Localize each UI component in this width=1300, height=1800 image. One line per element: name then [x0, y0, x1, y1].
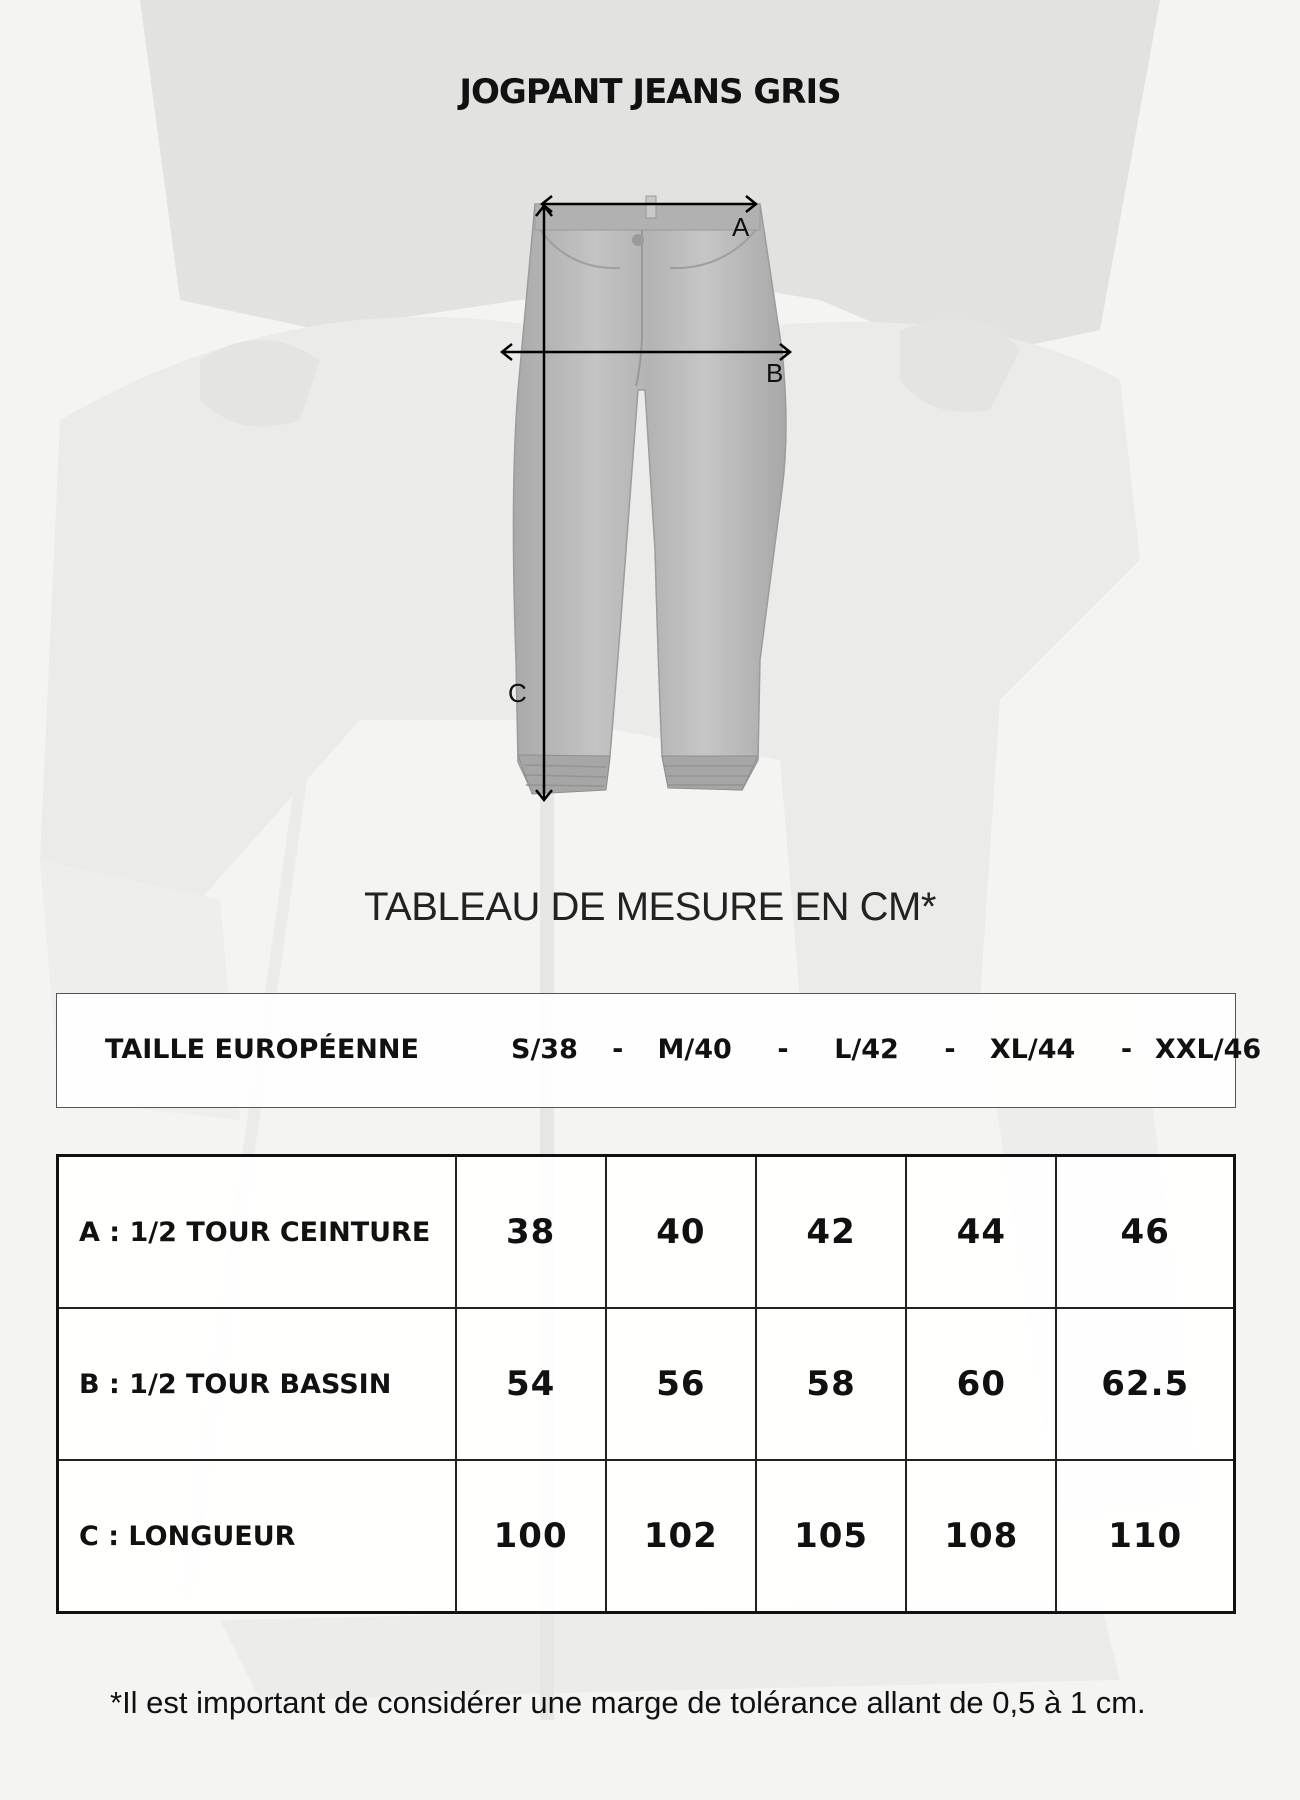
row-label: C : LONGUEUR: [58, 1460, 456, 1613]
european-sizes-box: [56, 993, 1262, 1108]
measurement-table: [56, 1154, 1236, 1614]
table-cell: 42: [756, 1156, 906, 1309]
table-row: [58, 1156, 1235, 1309]
tolerance-footnote: *Il est important de considérer une marge de tolérance allant de 0,5 à 1 cm.: [110, 1685, 1146, 1720]
table-cell: 40: [606, 1156, 756, 1309]
table-cell: 105: [756, 1460, 906, 1613]
table-cell: 60: [906, 1308, 1056, 1460]
table-cell: 54: [456, 1308, 606, 1460]
table-cell: 110: [1056, 1460, 1234, 1613]
row-label: B : 1/2 TOUR BASSIN: [58, 1308, 456, 1460]
table-cell: 108: [906, 1460, 1056, 1613]
measure-table-heading: TABLEAU DE MESURE EN CM*: [364, 885, 936, 929]
table-row: [58, 1460, 1235, 1613]
table-cell: 46: [1056, 1156, 1234, 1309]
table-cell: 58: [756, 1308, 906, 1460]
table-cell: 62.5: [1056, 1308, 1234, 1460]
european-size-label: TAILLE EUROPÉENNE: [105, 1034, 419, 1065]
jeans-icon: [513, 196, 786, 794]
label-c: C: [508, 678, 527, 708]
table-cell: 102: [606, 1460, 756, 1613]
table-row: [58, 1308, 1235, 1460]
label-a: A: [732, 212, 750, 242]
row-label: A : 1/2 TOUR CEINTURE: [58, 1156, 456, 1309]
table-cell: 56: [606, 1308, 756, 1460]
european-size-list: S/38 - M/40 - L/42 - XL/44 - XXL/46: [511, 1034, 1262, 1065]
page-title: JOGPANT JEANS GRIS: [459, 72, 841, 112]
table-cell: 100: [456, 1460, 606, 1613]
jeans-diagram: [460, 190, 820, 820]
table-cell: 44: [906, 1156, 1056, 1309]
table-cell: 38: [456, 1156, 606, 1309]
label-b: B: [766, 358, 784, 388]
